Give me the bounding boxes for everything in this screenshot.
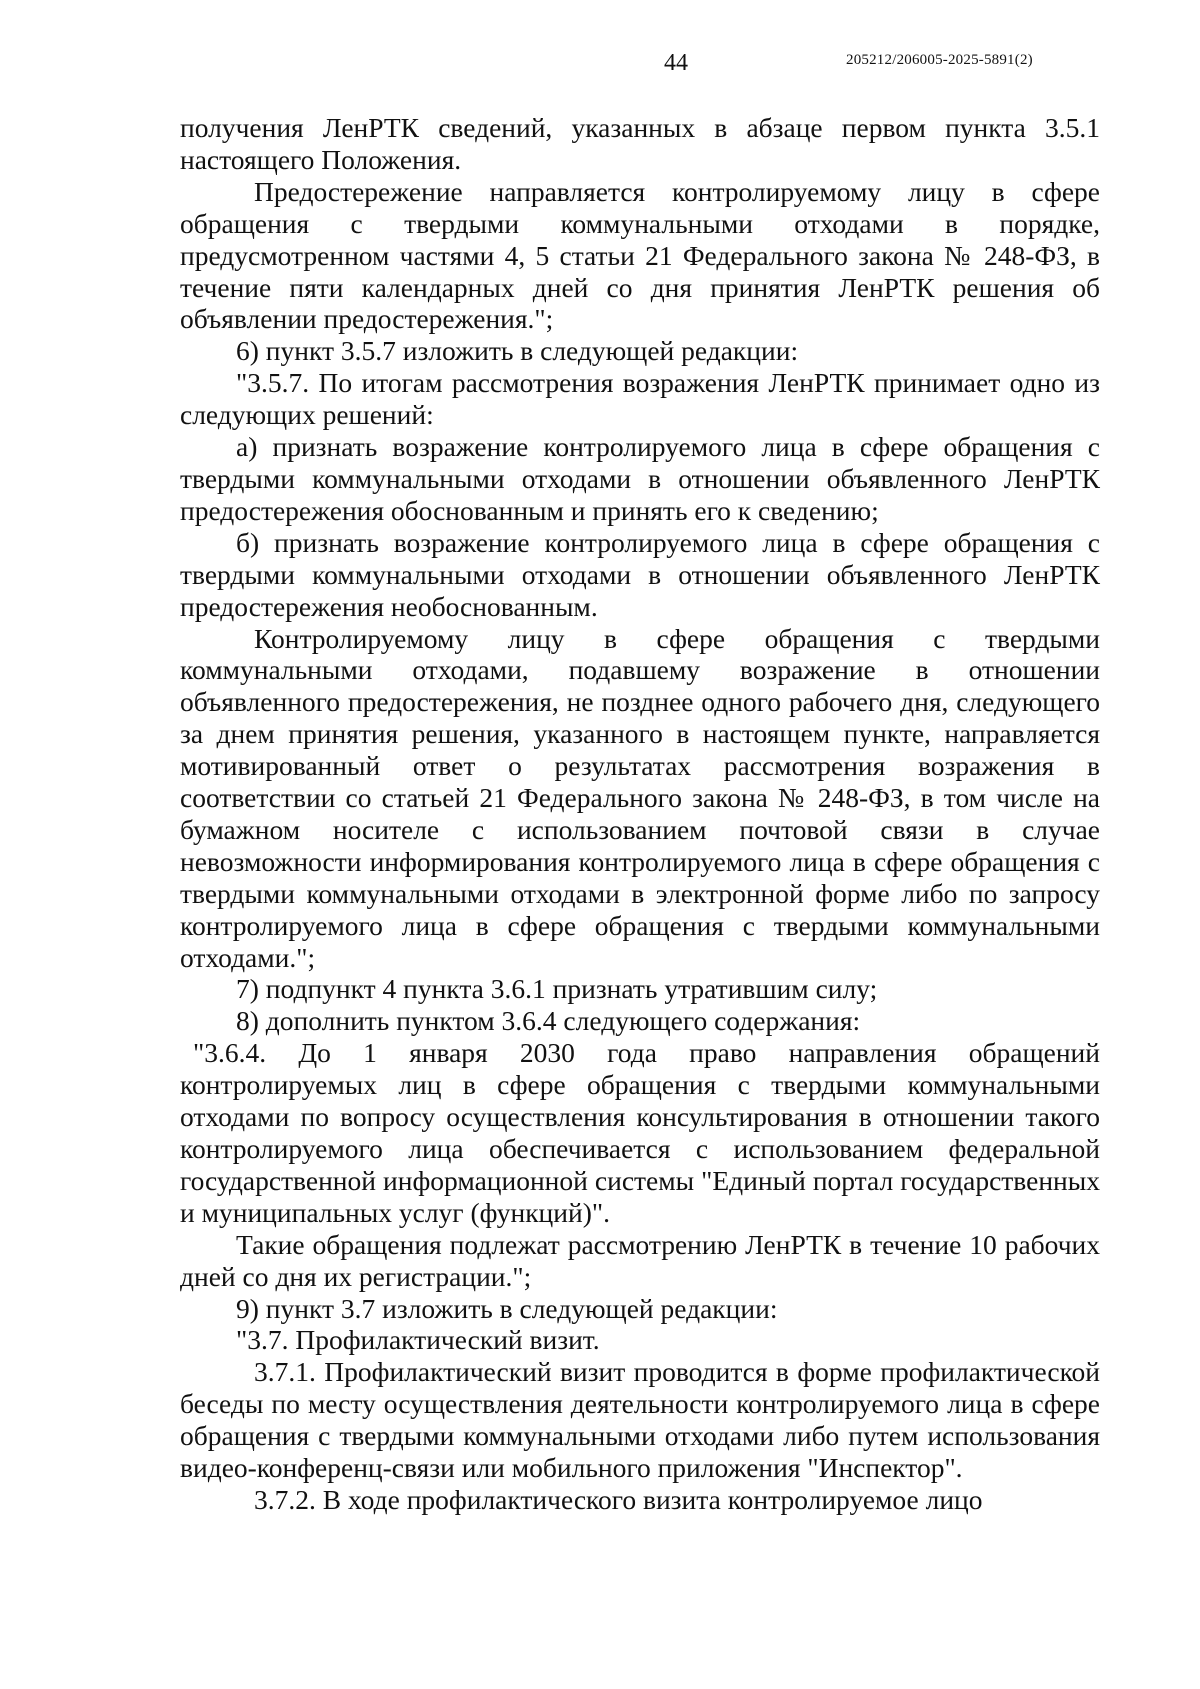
paragraph-1: получения ЛенРТК сведений, указанных в абзаце первом пункта 3.5.1 настоящего Положения.: [180, 112, 1100, 175]
paragraph-2: Предостережение направляется контролируемому лицу в сфере обращения с твердыми коммунальными отходами в порядке, предусмотренном частями 4, 5 статьи 21 Федерального закона № 248-ФЗ, в течение пяти календарных дней со дня принятия ЛенРТК решения об объявлении предостережения.";: [180, 175, 1100, 335]
document-id: 205212/206005-2025-5891(2): [846, 52, 1033, 68]
paragraph-13: "3.7. Профилактический визит.: [236, 1324, 600, 1356]
paragraph-3: 6) пункт 3.5.7 изложить в следующей редакции:: [236, 335, 799, 367]
paragraph-15: 3.7.2. В ходе профилактического визита контролируемое лицо: [254, 1483, 983, 1515]
page-number: 44: [664, 50, 688, 76]
paragraph-14: 3.7.1. Профилактический визит проводится в форме профилактической беседы по месту осуществления деятельности контролируемого лица в сфере обращения с твердыми коммунальными отходами либо путем использования видео-конференц-связи или мобильного приложения "Инспектор".: [180, 1356, 1100, 1484]
paragraph-5: а) признать возражение контролируемого лица в сфере обращения с твердыми коммунальными отходами в отношении объявленного ЛенРТК предостережения обоснованным и принять его к сведению;: [180, 431, 1100, 526]
paragraph-6: б) признать возражение контролируемого лица в сфере обращения с твердыми коммунальными отходами в отношении объявленного ЛенРТК предостережения необоснованным.: [180, 526, 1100, 622]
paragraph-9: 8) дополнить пунктом 3.6.4 следующего содержания:: [236, 1005, 861, 1037]
paragraph-7: Контролируемому лицу в сфере обращения с твердыми коммунальными отходами, подавшему возражение в отношении объявленного предостережения, не позднее одного рабочего дня, следующего за днем принятия решения, указанного в настоящем пункте, направляется мотивированный ответ о результатах рассмотрения возражения в соответствии со статьей 21 Федерального закона № 248-ФЗ, в том числе на бумажном носителе с использованием почтовой связи в случае невозможности информирования контролируемого лица в сфере обращения с твердыми коммунальными отходами в электронной форме либо по запросу контролируемого лица в сфере обращения с твердыми коммунальными отходами.";: [180, 622, 1100, 973]
paragraph-4: "3.5.7. По итогам рассмотрения возражения ЛенРТК принимает одно из следующих решений:: [180, 367, 1100, 431]
paragraph-10: "3.6.4. До 1 января 2030 года право направления обращений контролируемых лиц в сфере обращения с твердыми коммунальными отходами по вопросу осуществления консультирования в отношении такого контролируемого лица обеспечивается с использованием федеральной государственной информационной системы "Единый портал государственных и муниципальных услуг (функций)".: [180, 1037, 1100, 1228]
paragraph-11: Такие обращения подлежат рассмотрению ЛенРТК в течение 10 рабочих дней со дня их регистрации.";: [180, 1228, 1100, 1292]
paragraph-12: 9) пункт 3.7 изложить в следующей редакции:: [236, 1292, 778, 1324]
paragraph-8: 7) подпункт 4 пункта 3.6.1 признать утратившим силу;: [236, 973, 878, 1005]
document-body: [180, 112, 1100, 1516]
